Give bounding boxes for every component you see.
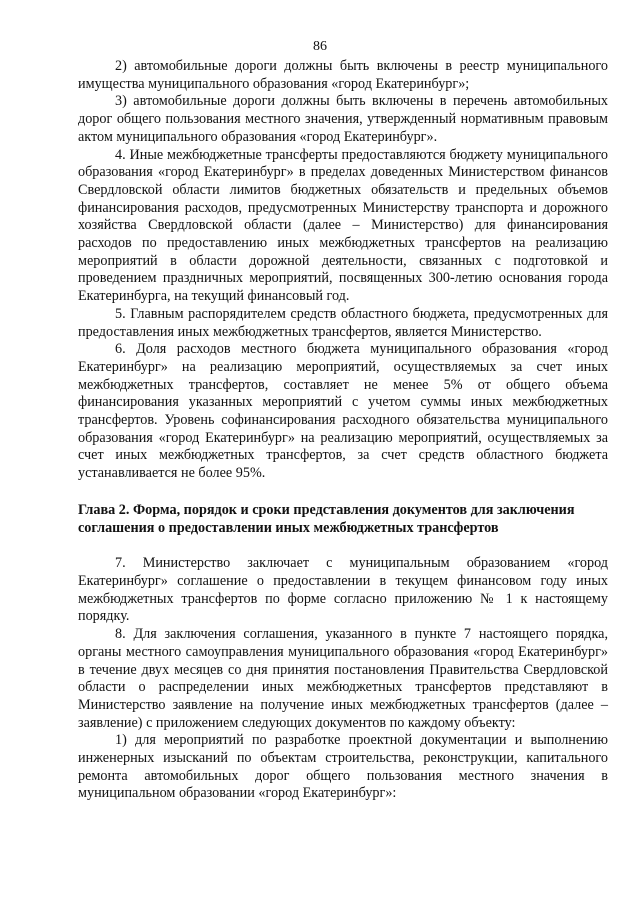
chapter-heading-line-2: соглашения о предоставлении иных межбюджетных трансфертов [78, 519, 499, 536]
paragraph-clause-6: 6. Доля расходов местного бюджета муниципального образования «город Екатеринбург» на реализацию мероприятий, осуществляемых за счет иных межбюджетных трансфертов, составляет не менее 5% от общего объема финансирования указанных мероприятий с учетом суммы иных межбюджетных трансфертов. Уровень софинансирования расходного обязательства муниципального образования «город Екатеринбург» на реализацию мероприятий, осуществляемых за счет иных межбюджетных трансфертов, за счет средств областного бюджета устанавливается не более 95%. [78, 341, 608, 482]
chapter-heading-line-1: Глава 2. Форма, порядок и сроки представления документов для заключения [78, 501, 575, 518]
page-number: 86 [313, 39, 327, 54]
paragraph-clause-5: 5. Главным распорядителем средств областного бюджета, предусмотренных для предоставления иных межбюджетных трансфертов, является Министерство. [78, 305, 608, 340]
paragraph-item-3: 3) автомобильные дороги должны быть включены в перечень автомобильных дорог общего пользования местного значения, утвержденный нормативным правовым актом муниципального образования «город Екатеринбург». [78, 93, 608, 145]
paragraph-subitem-1: 1) для мероприятий по разработке проектной документации и выполнению инженерных изысканий по объектам строительства, реконструкции, капитального ремонта автомобильных дорог общего пользования местного значения в муниципальном образовании «город Екатеринбург»: [78, 732, 608, 802]
chapter-heading [78, 502, 608, 537]
paragraph-item-2: 2) автомобильные дороги должны быть включены в реестр муниципального имущества муниципального образования «город Екатеринбург»; [78, 58, 608, 92]
paragraph-clause-7: 7. Министерство заключает с муниципальным образованием «город Екатеринбург» соглашение о предоставлении в текущем финансовом году иных межбюджетных трансфертов по форме согласно приложению № 1 к настоящему порядку. [78, 555, 608, 625]
paragraph-clause-8: 8. Для заключения соглашения, указанного в пункте 7 настоящего порядка, органы местного самоуправления муниципального образования «город Екатеринбург» в течение двух месяцев со дня принятия постановления Правительства Свердловской области о распределении иных межбюджетных трансфертов представляют в Министерство заявление на получение иных межбюджетных трансфертов (далее – заявление) с приложением следующих документов по каждому объекту: [78, 626, 608, 731]
paragraph-clause-4: 4. Иные межбюджетные трансферты предоставляются бюджету муниципального образования «город Екатеринбург» в пределах доведенных Министерством финансов Свердловской области лимитов бюджетных обязательств и предельных объемов финансирования расходов, предусмотренных Министерству транспорта и дорожного хозяйства Свердловской области (далее – Министерство) для финансирования расходов по предоставлению иных межбюджетных трансфертов на реализацию мероприятий в области дорожной деятельности, связанных с подготовкой и проведением праздничных мероприятий, посвященных 300-летию основания города Екатеринбурга, на текущий финансовый год. [78, 146, 608, 305]
document-body [78, 58, 608, 803]
